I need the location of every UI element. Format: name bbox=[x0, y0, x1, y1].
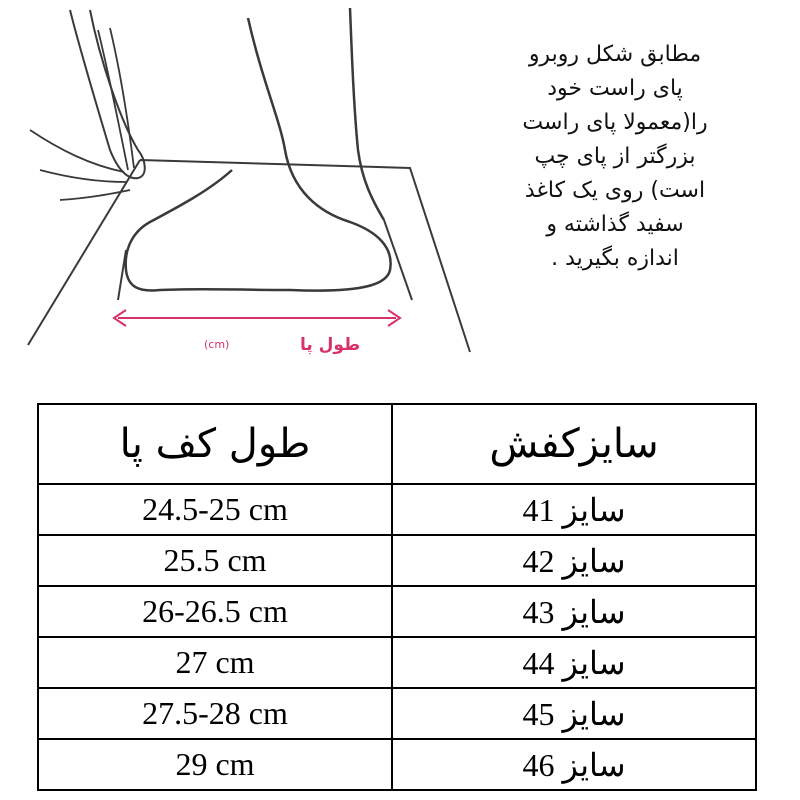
table-header-row bbox=[38, 404, 756, 484]
instruction-line: پای راست خود bbox=[547, 76, 683, 101]
table-row bbox=[38, 739, 756, 790]
table-row bbox=[38, 688, 756, 739]
measuring-instructions bbox=[470, 38, 760, 276]
leg-outline bbox=[350, 8, 384, 220]
foot-length-cell: 25.5 cm bbox=[38, 535, 392, 586]
table-row bbox=[38, 586, 756, 637]
measure-label: طول پا bbox=[300, 335, 361, 355]
size-chart-table bbox=[37, 403, 757, 791]
toe-tick bbox=[118, 250, 126, 300]
instruction-line: سفید گذاشته و bbox=[546, 212, 684, 237]
table-row bbox=[38, 484, 756, 535]
paper-sheet bbox=[28, 160, 470, 352]
shoe-size-cell: سایز 42 bbox=[392, 535, 756, 586]
shoe-size-cell: سایز 46 bbox=[392, 739, 756, 790]
fingers-outline bbox=[30, 130, 130, 200]
shoe-size-cell: سایز 41 bbox=[392, 484, 756, 535]
foot-measurement-illustration bbox=[0, 0, 480, 370]
hand-outline bbox=[70, 10, 145, 178]
foot-length-cell: 27.5-28 cm bbox=[38, 688, 392, 739]
shoe-size-cell: سایز 45 bbox=[392, 688, 756, 739]
foot-length-cell: 29 cm bbox=[38, 739, 392, 790]
table-row bbox=[38, 535, 756, 586]
heel-guide bbox=[384, 220, 412, 300]
instruction-line: بزرگتر از پای چپ bbox=[534, 144, 696, 169]
instruction-line: مطابق شکل روبرو bbox=[528, 42, 702, 67]
measure-unit: (cm) bbox=[204, 338, 230, 351]
instruction-line: است) روی یک کاغذ bbox=[524, 178, 706, 203]
table-row bbox=[38, 637, 756, 688]
shoe-size-cell: سایز 43 bbox=[392, 586, 756, 637]
shoe-size-header: سایزکفش bbox=[392, 404, 756, 484]
shoe-size-cell: سایز 44 bbox=[392, 637, 756, 688]
foot-length-cell: 24.5-25 cm bbox=[38, 484, 392, 535]
instruction-line: اندازه بگیرید . bbox=[551, 246, 679, 271]
foot-length-cell: 26-26.5 cm bbox=[38, 586, 392, 637]
foot-length-cell: 27 cm bbox=[38, 637, 392, 688]
foot-outline bbox=[126, 18, 391, 291]
foot-length-header: طول کف پا bbox=[38, 404, 392, 484]
instruction-line: را(معمولا پای راست bbox=[522, 110, 708, 135]
